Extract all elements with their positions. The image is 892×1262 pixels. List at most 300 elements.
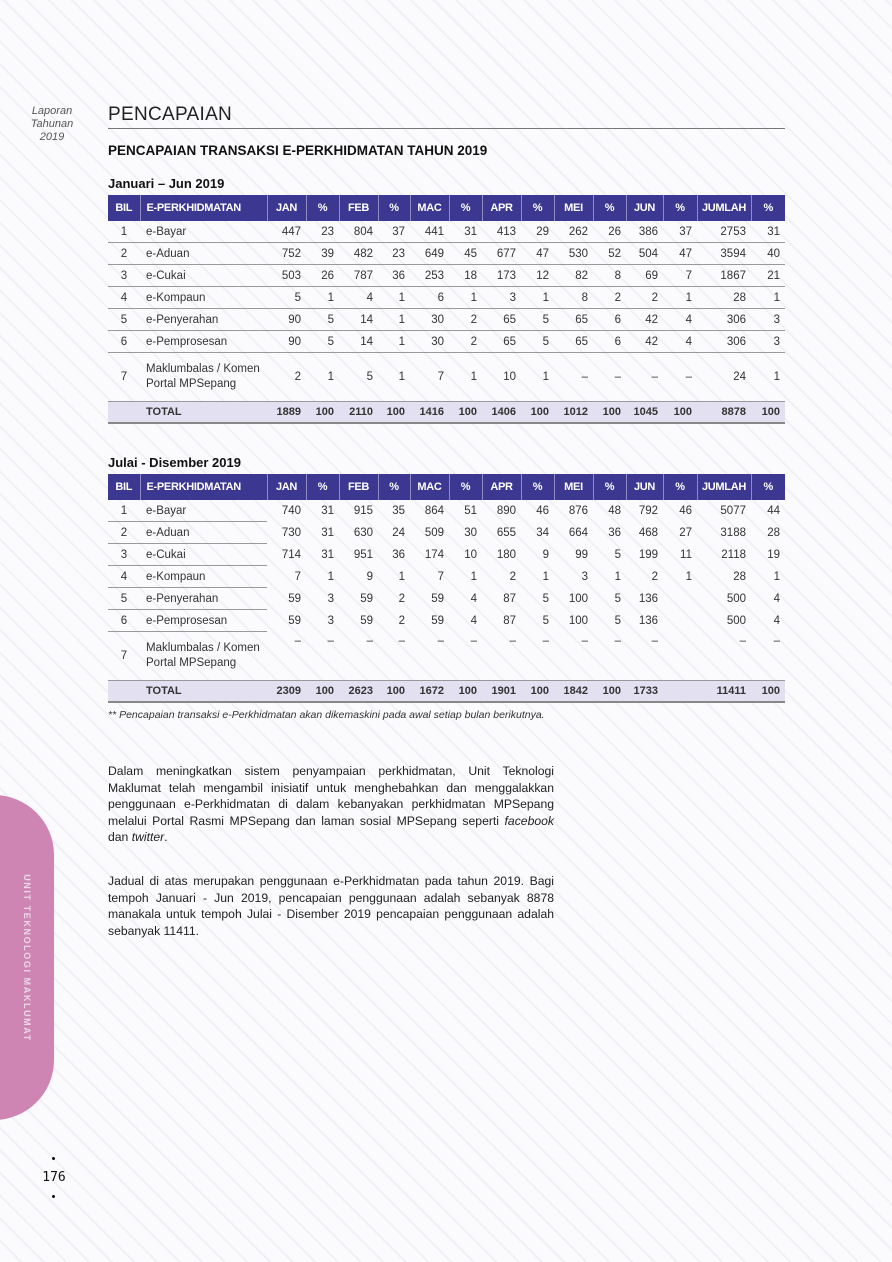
total-cell: 8878 — [697, 402, 751, 424]
paragraph-text: dan — [108, 830, 132, 844]
row-number: 1 — [108, 221, 140, 243]
column-header: % — [751, 195, 785, 221]
total-cell: 1416 — [410, 402, 449, 424]
service-name: e-Aduan — [140, 243, 267, 265]
row-number: 3 — [108, 265, 140, 287]
paragraph-text: . — [164, 830, 168, 844]
total-cell: 100 — [378, 681, 410, 703]
table-row — [108, 309, 785, 331]
table-cell: 59 — [431, 614, 444, 627]
table-cell: 174 — [424, 548, 444, 561]
table-cell: 173 — [482, 265, 521, 287]
row-number: 2 — [108, 243, 140, 265]
table-cell: 1867 — [697, 265, 751, 287]
table-cell: 82 — [554, 265, 593, 287]
column-header: MAC — [410, 474, 449, 500]
table-cell: 37 — [663, 221, 697, 243]
table-cell: 90 — [267, 309, 306, 331]
table-cell: 5 — [542, 614, 549, 627]
table-row — [108, 287, 785, 309]
table-row — [108, 331, 785, 353]
service-name: e-Pemprosesan — [140, 331, 267, 353]
column-header: JUN — [626, 474, 663, 500]
table-cell: 31 — [321, 526, 334, 539]
table-cell: 10 — [464, 548, 477, 561]
table-cell: 2753 — [697, 221, 751, 243]
table-cell: – — [327, 634, 334, 647]
service-name: Maklumbalas / Komen Portal MPSepang — [146, 642, 260, 669]
total-cell: 1012 — [554, 402, 593, 424]
page-number-dot — [52, 1157, 55, 1160]
total-cell: 2309 — [267, 681, 306, 703]
table-cell: 2 — [398, 592, 405, 605]
service-name: e-Bayar — [140, 221, 267, 243]
footnote: ** Pencapaian transaksi e-Perkhidmatan akan dikemaskini pada awal setiap bulan berikutnya. — [108, 709, 545, 721]
total-cell: 1672 — [410, 681, 449, 703]
column-header: JUN — [626, 195, 663, 221]
table-row — [108, 265, 785, 287]
table-cell: 136 — [638, 592, 658, 605]
table-row — [108, 500, 785, 522]
table-cell: 3 — [482, 287, 521, 309]
table-cell: 441 — [410, 221, 449, 243]
table-cell: 482 — [339, 243, 378, 265]
table-cell: 19 — [767, 548, 780, 561]
table-cell: 100 — [568, 614, 588, 627]
table-cell: 36 — [392, 548, 405, 561]
total-cell — [108, 402, 140, 424]
table-cell: 1 — [306, 287, 339, 309]
table-cell: 1 — [327, 570, 334, 583]
table-cell: 413 — [482, 221, 521, 243]
paragraph-text: Dalam meningkatkan sistem penyampaian perkhidmatan, Unit Teknologi Maklumat telah mengambil inisiatif untuk menghebahkan dan menggalakkan penggunaan e-Perkhidmatan di dalam kebanyakan perkhidmatan MPSepang melalui Portal Rasmi MPSepang dan laman sosial MPSepang seperti — [108, 764, 554, 828]
report-label — [24, 105, 80, 144]
total-cell: 100 — [306, 681, 339, 703]
row-number: 1 — [108, 500, 140, 522]
table-cell: 4 — [663, 331, 697, 353]
table-cell: 37 — [378, 221, 410, 243]
table-row — [108, 632, 785, 681]
total-cell — [108, 681, 140, 703]
service-name: e-Cukai — [140, 544, 267, 566]
column-header: MEI — [554, 195, 593, 221]
total-cell: 1733 — [626, 681, 663, 703]
table-cell: 24 — [733, 371, 746, 383]
table-cell: 14 — [339, 309, 378, 331]
table-cell: 199 — [638, 548, 658, 561]
table-cell: 100 — [568, 592, 588, 605]
table-cell: 26 — [593, 221, 626, 243]
table-cell: 2 — [449, 309, 482, 331]
row-number: 5 — [108, 309, 140, 331]
table-cell: 2 — [509, 570, 516, 583]
table-cell: 65 — [482, 309, 521, 331]
column-header: % — [593, 474, 626, 500]
table-cell: 47 — [521, 243, 554, 265]
total-cell: 100 — [593, 681, 626, 703]
table-cell: 6 — [593, 309, 626, 331]
service-name: Maklumbalas / Komen Portal MPSepang — [146, 363, 260, 390]
paragraph-italic-twitter: twitter — [131, 830, 165, 844]
table-cell: 7 — [294, 570, 301, 583]
table-cell: 34 — [536, 526, 549, 539]
table-cell: 5 — [614, 548, 621, 561]
paragraph-summary: Jadual di atas merupakan penggunaan e-Perkhidmatan pada tahun 2019. Bagi tempoh Januari - Jun 2019, pencapaian penggunaan adalah sebanyak 8878 manakala untuk tempoh Julai - Disember 2019 pencapaian penggunaan adalah sebanyak 11411. — [108, 874, 554, 938]
table-cell: 500 — [726, 592, 746, 605]
row-number: 4 — [108, 566, 140, 588]
table-cell: 3 — [327, 592, 334, 605]
table-cell: – — [470, 634, 477, 647]
total-cell: 1406 — [482, 402, 521, 424]
column-header: % — [306, 474, 339, 500]
table-cell: 2 — [651, 570, 658, 583]
table-cell: 1 — [542, 371, 549, 383]
table-cell: 804 — [339, 221, 378, 243]
period-heading-jul-dec: Julai - Disember 2019 — [108, 455, 241, 470]
table-cell: 253 — [410, 265, 449, 287]
table-cell: 59 — [288, 614, 301, 627]
total-cell: 100 — [751, 402, 785, 424]
table-cell: 9 — [366, 570, 373, 583]
column-header: % — [378, 474, 410, 500]
table-cell: 12 — [521, 265, 554, 287]
table-cell: 4 — [663, 309, 697, 331]
table-cell: 99 — [575, 548, 588, 561]
table-cell: 1 — [378, 309, 410, 331]
table-cell: 18 — [449, 265, 482, 287]
table-cell: – — [366, 634, 373, 647]
table-cell: 2 — [398, 614, 405, 627]
service-name: e-Bayar — [140, 500, 267, 522]
table-cell: 6 — [410, 287, 449, 309]
table-cell: 864 — [424, 504, 444, 517]
column-header: E-PERKHIDMATAN — [140, 474, 267, 500]
table-cell — [663, 632, 697, 681]
table-cell: 7 — [663, 265, 697, 287]
total-cell: 100 — [521, 402, 554, 424]
table-cell: 3 — [751, 309, 785, 331]
table-cell: 52 — [593, 243, 626, 265]
table-cell: 630 — [353, 526, 373, 539]
table-cell: 5 — [521, 331, 554, 353]
table-cell: 46 — [679, 504, 692, 517]
table-cell: 500 — [726, 614, 746, 627]
table-cell: 30 — [410, 331, 449, 353]
table-cell: 59 — [360, 614, 373, 627]
row-number: 7 — [120, 371, 128, 383]
table-cell: 51 — [464, 504, 477, 517]
table-cell: 3 — [581, 570, 588, 583]
total-row — [108, 681, 785, 703]
table-cell: 30 — [410, 309, 449, 331]
table-cell: 262 — [554, 221, 593, 243]
table-cell: 23 — [378, 243, 410, 265]
table-cell: 28 — [733, 570, 746, 583]
column-header: APR — [482, 474, 521, 500]
service-name: e-Penyerahan — [140, 588, 267, 610]
table-cell: 1 — [378, 287, 410, 309]
table-cell: 23 — [306, 221, 339, 243]
table-cell: – — [651, 371, 658, 383]
table-row — [108, 243, 785, 265]
report-label-line: Laporan — [31, 105, 73, 117]
table-cell: 10 — [503, 371, 516, 383]
table-cell: 7 — [437, 570, 444, 583]
table-cell: 2 — [626, 287, 663, 309]
table-header-row — [108, 195, 785, 221]
table-cell: 876 — [568, 504, 588, 517]
column-header: APR — [482, 195, 521, 221]
service-name: e-Penyerahan — [140, 309, 267, 331]
total-row — [108, 402, 785, 424]
table-cell: 5 — [306, 331, 339, 353]
table-cell: 24 — [392, 526, 405, 539]
table-cell: – — [651, 634, 658, 647]
table-cell: 65 — [482, 331, 521, 353]
column-header: JUMLAH — [697, 195, 751, 221]
table-jul-dec — [108, 474, 785, 703]
table-cell: 180 — [496, 548, 516, 561]
total-cell: 100 — [306, 402, 339, 424]
table-cell: 8 — [554, 287, 593, 309]
table-cell: 1 — [663, 287, 697, 309]
column-header: % — [521, 474, 554, 500]
paragraph-intro — [108, 763, 554, 846]
column-header: % — [663, 195, 697, 221]
table-cell: 1 — [398, 371, 405, 383]
total-cell: 11411 — [697, 681, 751, 703]
total-cell: 100 — [663, 402, 697, 424]
table-cell: 27 — [679, 526, 692, 539]
table-jan-jun — [108, 195, 785, 424]
table-cell: 30 — [464, 526, 477, 539]
table-cell: 42 — [626, 331, 663, 353]
table-cell: 4 — [339, 287, 378, 309]
table-cell: 714 — [281, 548, 301, 561]
table-cell: 306 — [697, 331, 751, 353]
table-cell: 69 — [626, 265, 663, 287]
table-cell: 740 — [281, 504, 301, 517]
table-cell: 47 — [663, 243, 697, 265]
table-header-row — [108, 474, 785, 500]
title-divider — [108, 128, 785, 129]
table-cell: 11 — [680, 548, 692, 561]
table-cell: – — [773, 634, 780, 647]
table-cell: 2 — [449, 331, 482, 353]
table-cell: – — [685, 371, 692, 383]
table-cell: 1 — [773, 570, 780, 583]
service-name: e-Pemprosesan — [140, 610, 267, 632]
table-cell: 36 — [378, 265, 410, 287]
service-name: e-Cukai — [140, 265, 267, 287]
table-cell: 3 — [327, 614, 334, 627]
total-cell: 1901 — [482, 681, 521, 703]
table-cell: 5 — [306, 309, 339, 331]
table-cell: 28 — [767, 526, 780, 539]
table-cell: 503 — [267, 265, 306, 287]
table-cell: 136 — [638, 614, 658, 627]
row-number: 7 — [120, 650, 128, 662]
table-row — [108, 522, 785, 544]
table-cell: 46 — [536, 504, 549, 517]
column-header: MAC — [410, 195, 449, 221]
table-cell: – — [581, 371, 588, 383]
total-cell: 1889 — [267, 402, 306, 424]
page-subtitle: PENCAPAIAN TRANSAKSI E-PERKHIDMATAN TAHUN 2019 — [108, 143, 488, 158]
column-header: JAN — [267, 195, 306, 221]
total-label: TOTAL — [140, 402, 267, 424]
table-cell: 48 — [608, 504, 621, 517]
table-cell: 1 — [614, 570, 621, 583]
column-header: JAN — [267, 474, 306, 500]
column-header: % — [751, 474, 785, 500]
row-number: 6 — [108, 610, 140, 632]
table-cell: 59 — [360, 592, 373, 605]
table-cell: 1 — [398, 570, 405, 583]
table-cell: 2118 — [721, 548, 746, 561]
table-cell: 40 — [751, 243, 785, 265]
table-cell: 1 — [470, 371, 477, 383]
table-cell: 14 — [339, 331, 378, 353]
table-cell: 35 — [392, 504, 405, 517]
table-cell: 1 — [470, 570, 477, 583]
table-row — [108, 544, 785, 566]
table-cell: 5 — [614, 592, 621, 605]
row-number: 6 — [108, 331, 140, 353]
table-cell: 4 — [470, 592, 477, 605]
service-name: e-Aduan — [140, 522, 267, 544]
table-cell: 26 — [306, 265, 339, 287]
table-cell: – — [739, 634, 746, 647]
table-cell: 5 — [366, 371, 373, 383]
column-header: E-PERKHIDMATAN — [140, 195, 267, 221]
table-cell: 65 — [554, 331, 593, 353]
table-cell: 1 — [773, 371, 780, 383]
column-header: FEB — [339, 195, 378, 221]
table-cell: – — [542, 634, 549, 647]
column-header: FEB — [339, 474, 378, 500]
table-cell: 65 — [554, 309, 593, 331]
table-cell: – — [581, 634, 588, 647]
table-cell: 5 — [542, 592, 549, 605]
column-header: % — [521, 195, 554, 221]
table-cell: 951 — [353, 548, 373, 561]
table-cell: 31 — [321, 504, 334, 517]
column-header: % — [306, 195, 339, 221]
table-cell: 31 — [321, 548, 334, 561]
table-row — [108, 221, 785, 243]
column-header: % — [663, 474, 697, 500]
table-cell: 890 — [496, 504, 516, 517]
column-header: % — [593, 195, 626, 221]
table-cell: 509 — [424, 526, 444, 539]
paragraph-italic-facebook: facebook — [504, 813, 554, 828]
column-header: BIL — [108, 474, 140, 500]
table-cell: 664 — [568, 526, 588, 539]
column-header: JUMLAH — [697, 474, 751, 500]
total-cell: 100 — [449, 681, 482, 703]
total-cell: 2623 — [339, 681, 378, 703]
table-cell: 649 — [410, 243, 449, 265]
table-cell: – — [398, 634, 405, 647]
side-tab-label: UNIT TEKNOLOGI MAKLUMAT — [22, 874, 32, 1042]
table-cell: 730 — [281, 526, 301, 539]
table-cell: 1 — [751, 287, 785, 309]
page-number: 176 — [42, 1170, 66, 1185]
table-cell: 29 — [521, 221, 554, 243]
table-cell — [663, 588, 697, 610]
table-cell: 5 — [614, 614, 621, 627]
table-cell: 1 — [449, 287, 482, 309]
table-cell: 4 — [773, 614, 780, 627]
table-cell: – — [294, 634, 301, 647]
table-cell: 2 — [294, 371, 301, 383]
table-cell: 45 — [449, 243, 482, 265]
table-cell: – — [614, 634, 621, 647]
table-cell: 90 — [267, 331, 306, 353]
total-label: TOTAL — [140, 681, 267, 703]
table-cell: 21 — [751, 265, 785, 287]
table-cell: 31 — [751, 221, 785, 243]
table-cell: 1 — [327, 371, 334, 383]
table-cell: 9 — [542, 548, 549, 561]
row-number: 5 — [108, 588, 140, 610]
table-cell: – — [614, 371, 621, 383]
total-cell: 100 — [521, 681, 554, 703]
table-cell: 787 — [339, 265, 378, 287]
total-cell: 1045 — [626, 402, 663, 424]
row-number: 4 — [108, 287, 140, 309]
report-label-line: Tahunan — [30, 118, 74, 130]
table-cell: 36 — [608, 526, 621, 539]
table-cell: 59 — [431, 592, 444, 605]
column-header: % — [449, 474, 482, 500]
table-cell: 5077 — [720, 504, 746, 517]
table-cell: 504 — [626, 243, 663, 265]
table-cell: 530 — [554, 243, 593, 265]
column-header: MEI — [554, 474, 593, 500]
table-cell: 3594 — [697, 243, 751, 265]
total-cell — [663, 681, 697, 703]
table-cell: 677 — [482, 243, 521, 265]
service-name: e-Kompaun — [140, 287, 267, 309]
table-cell: 3 — [751, 331, 785, 353]
total-cell: 100 — [449, 402, 482, 424]
table-cell: 915 — [353, 504, 373, 517]
table-cell: 1 — [521, 287, 554, 309]
table-cell: 44 — [767, 504, 780, 517]
report-label-line: 2019 — [39, 131, 65, 143]
table-cell: 87 — [503, 592, 516, 605]
table-cell: 8 — [593, 265, 626, 287]
table-cell: 3188 — [720, 526, 746, 539]
table-cell: 5 — [267, 287, 306, 309]
table-row — [108, 353, 785, 402]
table-cell: 752 — [267, 243, 306, 265]
table-cell: 42 — [626, 309, 663, 331]
service-name: e-Kompaun — [140, 566, 267, 588]
page-number-dot — [52, 1195, 55, 1198]
section-title: PENCAPAIAN — [108, 104, 233, 125]
table-cell: 87 — [503, 614, 516, 627]
total-cell: 2110 — [339, 402, 378, 424]
table-cell: – — [509, 634, 516, 647]
table-row — [108, 588, 785, 610]
table-cell: 386 — [626, 221, 663, 243]
table-cell: 2 — [593, 287, 626, 309]
table-cell: 1 — [378, 331, 410, 353]
table-cell: 5 — [521, 309, 554, 331]
